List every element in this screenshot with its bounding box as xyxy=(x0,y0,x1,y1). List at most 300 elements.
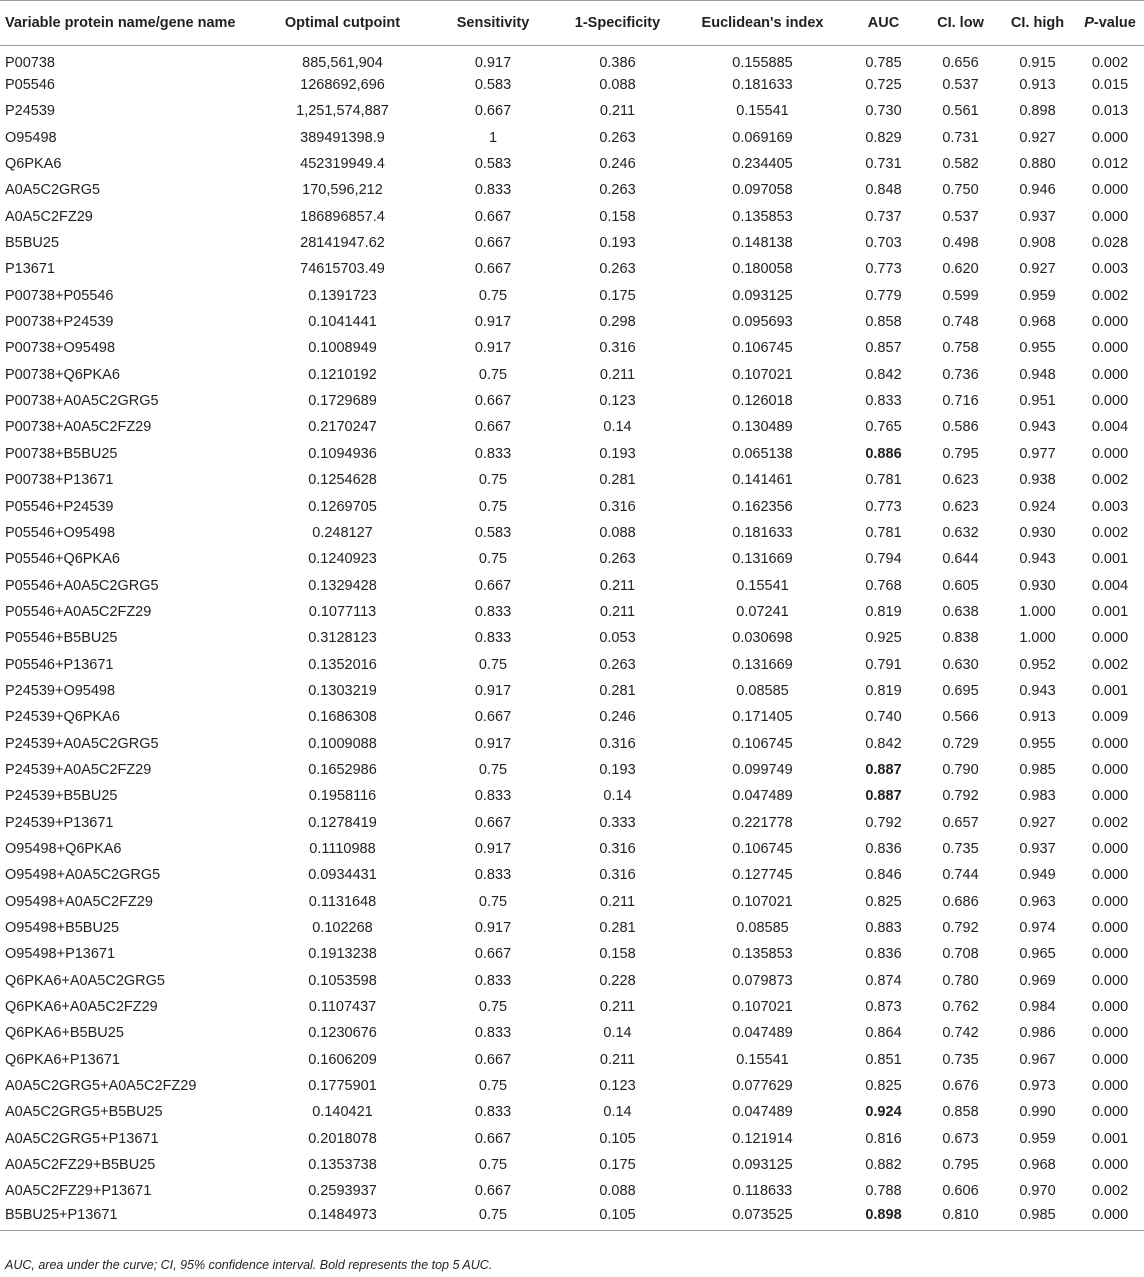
cell-ci-low: 0.630 xyxy=(942,656,979,673)
cell-specificity: 0.088 xyxy=(599,524,636,541)
cell-name: P05546 xyxy=(5,77,55,94)
cell-ci-low: 0.537 xyxy=(942,208,979,225)
cell-ci-low: 0.632 xyxy=(942,524,979,541)
cell-auc: 0.765 xyxy=(865,419,902,436)
cell-cutpoint: 0.0934431 xyxy=(308,867,377,884)
cell-ci-low: 0.731 xyxy=(942,129,979,146)
cell-auc: 0.785 xyxy=(865,54,902,71)
cell-name: O95498+B5BU25 xyxy=(5,920,120,937)
cell-auc: 0.740 xyxy=(865,709,902,726)
cell-name: P00738+A0A5C2GRG5 xyxy=(5,393,159,410)
cell-euclidean: 0.065138 xyxy=(732,445,793,462)
cell-sensitivity: 0.917 xyxy=(474,920,512,937)
cell-euclidean: 0.148138 xyxy=(732,235,793,252)
cell-auc: 0.836 xyxy=(865,840,902,857)
cell-euclidean: 0.131669 xyxy=(732,656,793,673)
cell-cutpoint: 0.1278419 xyxy=(308,814,377,831)
cell-p-value: 0.000 xyxy=(1091,340,1129,357)
cell-auc: 0.703 xyxy=(865,235,902,252)
cell-ci-high: 0.985 xyxy=(1019,761,1056,778)
cell-name: Q6PKA6+B5BU25 xyxy=(5,1025,124,1042)
cell-auc: 0.864 xyxy=(865,1025,902,1042)
cell-p-value: 0.000 xyxy=(1091,920,1129,937)
table-row xyxy=(0,625,1144,651)
cell-name: O95498+A0A5C2FZ29 xyxy=(5,893,153,910)
cell-auc: 0.858 xyxy=(865,314,902,331)
cell-sensitivity: 0.75 xyxy=(478,999,508,1016)
cell-p-value: 0.028 xyxy=(1091,235,1129,252)
cell-ci-high: 0.959 xyxy=(1019,287,1056,304)
cell-ci-low: 0.780 xyxy=(942,972,979,989)
cell-name: A0A5C2GRG5+B5BU25 xyxy=(5,1104,163,1121)
table-row xyxy=(0,98,1144,124)
header-auc: AUC xyxy=(867,15,900,31)
table-row xyxy=(0,704,1144,730)
cell-sensitivity: 0.75 xyxy=(478,472,508,489)
cell-auc: 0.924 xyxy=(865,1104,902,1121)
header-ci-low: CI. low xyxy=(937,15,984,31)
cell-ci-high: 0.968 xyxy=(1019,314,1056,331)
cell-specificity: 0.175 xyxy=(599,287,636,304)
cell-cutpoint: 452319949.4 xyxy=(300,156,385,173)
cell-sensitivity: 0.667 xyxy=(474,946,512,963)
cell-specificity: 0.316 xyxy=(599,840,636,857)
cell-ci-low: 0.748 xyxy=(942,314,979,331)
cell-name: O95498+Q6PKA6 xyxy=(5,840,122,857)
cell-auc: 0.873 xyxy=(865,999,902,1016)
cell-specificity: 0.175 xyxy=(599,1157,636,1174)
cell-ci-high: 0.913 xyxy=(1019,709,1056,726)
cell-name: A0A5C2GRG5+P13671 xyxy=(5,1130,159,1147)
header-specificity: 1-Specificity xyxy=(574,15,661,31)
cell-p-value: 0.000 xyxy=(1091,946,1129,963)
cell-auc: 0.925 xyxy=(865,630,902,647)
cell-sensitivity: 0.833 xyxy=(474,1104,512,1121)
cell-name: A0A5C2GRG5 xyxy=(5,182,101,199)
cell-euclidean: 0.181633 xyxy=(732,77,793,94)
cell-ci-high: 0.951 xyxy=(1019,393,1056,410)
cell-euclidean: 0.15541 xyxy=(736,577,789,594)
cell-auc: 0.781 xyxy=(865,472,902,489)
cell-cutpoint: 0.1009088 xyxy=(308,735,377,752)
table-row xyxy=(0,204,1144,230)
cell-sensitivity: 0.667 xyxy=(474,1130,512,1147)
table-row xyxy=(0,1099,1144,1125)
cell-ci-high: 0.943 xyxy=(1019,682,1056,699)
cell-specificity: 0.263 xyxy=(599,551,636,568)
cell-sensitivity: 0.75 xyxy=(478,1078,508,1095)
cell-cutpoint: 0.1240923 xyxy=(308,551,377,568)
cell-ci-low: 0.795 xyxy=(942,445,979,462)
cell-ci-high: 0.924 xyxy=(1019,498,1056,515)
cell-specificity: 0.158 xyxy=(599,946,636,963)
table-row xyxy=(0,335,1144,361)
cell-name: Q6PKA6+A0A5C2GRG5 xyxy=(5,972,165,989)
cell-p-value: 0.000 xyxy=(1091,314,1129,331)
cell-ci-low: 0.586 xyxy=(942,419,979,436)
cell-specificity: 0.193 xyxy=(599,445,636,462)
cell-cutpoint: 0.1391723 xyxy=(308,287,377,304)
cell-cutpoint: 1268692,696 xyxy=(300,77,385,94)
cell-auc: 0.848 xyxy=(865,182,902,199)
cell-name: P05546+B5BU25 xyxy=(5,630,118,647)
cell-ci-low: 0.729 xyxy=(942,735,979,752)
cell-ci-high: 0.927 xyxy=(1019,129,1056,146)
cell-name: P05546+O95498 xyxy=(5,524,116,541)
cell-ci-high: 0.967 xyxy=(1019,1051,1056,1068)
cell-ci-low: 0.792 xyxy=(942,788,979,805)
cell-ci-high: 0.973 xyxy=(1019,1078,1056,1095)
cell-sensitivity: 0.667 xyxy=(474,577,512,594)
cell-ci-high: 0.938 xyxy=(1019,472,1056,489)
cell-name: P24539+O95498 xyxy=(5,682,116,699)
cell-p-value: 0.000 xyxy=(1091,788,1129,805)
table-row xyxy=(0,283,1144,309)
cell-auc: 0.825 xyxy=(865,893,902,910)
cell-sensitivity: 0.917 xyxy=(474,314,512,331)
cell-specificity: 0.14 xyxy=(603,1104,632,1121)
cell-specificity: 0.386 xyxy=(599,54,636,71)
cell-auc: 0.846 xyxy=(865,867,902,884)
table-row xyxy=(0,125,1144,151)
cell-auc: 0.882 xyxy=(865,1157,902,1174)
cell-cutpoint: 885,561,904 xyxy=(302,54,383,71)
cell-auc: 0.788 xyxy=(865,1183,902,1200)
cell-specificity: 0.158 xyxy=(599,208,636,225)
cell-specificity: 0.123 xyxy=(599,1078,636,1095)
header-name: Variable protein name/gene name xyxy=(5,15,236,31)
cell-name: B5BU25 xyxy=(5,235,60,252)
cell-specificity: 0.211 xyxy=(599,1051,636,1068)
cell-p-value: 0.000 xyxy=(1091,893,1129,910)
cell-ci-low: 0.750 xyxy=(942,182,979,199)
cell-p-value: 0.003 xyxy=(1091,498,1129,515)
cell-specificity: 0.123 xyxy=(599,393,636,410)
cell-ci-high: 0.948 xyxy=(1019,366,1056,383)
cell-cutpoint: 0.1230676 xyxy=(308,1025,377,1042)
cell-name: P00738+Q6PKA6 xyxy=(5,366,120,383)
cell-euclidean: 0.106745 xyxy=(732,340,793,357)
cell-specificity: 0.333 xyxy=(599,814,636,831)
cell-ci-low: 0.735 xyxy=(942,840,979,857)
cell-p-value: 0.000 xyxy=(1091,1078,1129,1095)
cell-cutpoint: 0.1041441 xyxy=(308,314,377,331)
cell-auc: 0.883 xyxy=(865,920,902,937)
cell-name: P05546+P13671 xyxy=(5,656,114,673)
table-body xyxy=(0,46,1144,1231)
cell-name: P13671 xyxy=(5,261,55,278)
cell-euclidean: 0.093125 xyxy=(732,1157,793,1174)
cell-ci-high: 0.930 xyxy=(1019,524,1056,541)
cell-cutpoint: 0.1107437 xyxy=(308,999,377,1016)
cell-sensitivity: 0.75 xyxy=(478,366,508,383)
cell-p-value: 0.000 xyxy=(1091,867,1129,884)
cell-euclidean: 0.107021 xyxy=(732,893,793,910)
table-row xyxy=(0,968,1144,994)
cell-cutpoint: 0.1210192 xyxy=(308,366,377,383)
cell-specificity: 0.281 xyxy=(599,682,636,699)
cell-specificity: 0.211 xyxy=(599,577,636,594)
cell-p-value: 0.000 xyxy=(1091,1051,1129,1068)
cell-name: A0A5C2FZ29+B5BU25 xyxy=(5,1157,156,1174)
cell-sensitivity: 0.917 xyxy=(474,735,512,752)
cell-euclidean: 0.171405 xyxy=(732,709,793,726)
cell-ci-high: 1.000 xyxy=(1019,603,1056,620)
cell-auc: 0.819 xyxy=(865,603,902,620)
table-row xyxy=(0,889,1144,915)
cell-p-value: 0.000 xyxy=(1091,182,1129,199)
cell-sensitivity: 0.833 xyxy=(474,1025,512,1042)
cell-name: P24539 xyxy=(5,103,55,120)
cell-cutpoint: 0.1254628 xyxy=(308,472,377,489)
cell-cutpoint: 389491398.9 xyxy=(300,129,385,146)
cell-euclidean: 0.155885 xyxy=(732,54,793,71)
table-row xyxy=(0,256,1144,282)
cell-cutpoint: 0.102268 xyxy=(312,920,373,937)
cell-euclidean: 0.221778 xyxy=(732,814,793,831)
cell-auc: 0.779 xyxy=(865,287,902,304)
cell-sensitivity: 0.833 xyxy=(474,445,512,462)
cell-cutpoint: 0.2593937 xyxy=(308,1183,377,1200)
cell-specificity: 0.193 xyxy=(599,761,636,778)
cell-ci-low: 0.644 xyxy=(942,551,979,568)
cell-cutpoint: 0.1008949 xyxy=(308,340,377,357)
cell-euclidean: 0.077629 xyxy=(732,1078,793,1095)
table-row xyxy=(0,572,1144,598)
cell-ci-low: 0.638 xyxy=(942,603,979,620)
cell-ci-high: 0.970 xyxy=(1019,1183,1056,1200)
cell-euclidean: 0.141461 xyxy=(732,472,793,489)
cell-euclidean: 0.107021 xyxy=(732,999,793,1016)
cell-p-value: 0.000 xyxy=(1091,393,1129,410)
cell-ci-high: 0.985 xyxy=(1019,1206,1056,1223)
cell-specificity: 0.088 xyxy=(599,77,636,94)
cell-ci-low: 0.673 xyxy=(942,1130,979,1147)
cell-ci-high: 0.943 xyxy=(1019,419,1056,436)
cell-auc: 0.781 xyxy=(865,524,902,541)
cell-euclidean: 0.126018 xyxy=(732,393,793,410)
cell-ci-high: 0.927 xyxy=(1019,261,1056,278)
cell-euclidean: 0.121914 xyxy=(732,1130,793,1147)
cell-auc: 0.887 xyxy=(865,788,902,805)
table-row xyxy=(0,730,1144,756)
cell-cutpoint: 186896857.4 xyxy=(300,208,385,225)
cell-euclidean: 0.08585 xyxy=(736,682,789,699)
cell-cutpoint: 0.2170247 xyxy=(308,419,377,436)
cell-p-value: 0.000 xyxy=(1091,761,1129,778)
cell-specificity: 0.263 xyxy=(599,656,636,673)
cell-name: P24539+A0A5C2GRG5 xyxy=(5,735,159,752)
cell-auc: 0.730 xyxy=(865,103,902,120)
cell-specificity: 0.316 xyxy=(599,340,636,357)
cell-euclidean: 0.135853 xyxy=(732,208,793,225)
cell-ci-low: 0.716 xyxy=(942,393,979,410)
cell-euclidean: 0.047489 xyxy=(732,788,793,805)
table-row xyxy=(0,1126,1144,1152)
cell-name: Q6PKA6+A0A5C2FZ29 xyxy=(5,999,158,1016)
table-row xyxy=(0,836,1144,862)
cell-euclidean: 0.08585 xyxy=(736,920,789,937)
cell-ci-low: 0.795 xyxy=(942,1157,979,1174)
cell-ci-low: 0.606 xyxy=(942,1183,979,1200)
cell-specificity: 0.105 xyxy=(599,1206,636,1223)
cell-p-value: 0.000 xyxy=(1091,1206,1129,1223)
table-row xyxy=(0,309,1144,335)
cell-ci-low: 0.623 xyxy=(942,498,979,515)
cell-auc: 0.792 xyxy=(865,814,902,831)
cell-ci-high: 0.908 xyxy=(1019,235,1056,252)
cell-sensitivity: 0.583 xyxy=(474,77,512,94)
cell-p-value: 0.000 xyxy=(1091,129,1129,146)
cell-ci-low: 0.605 xyxy=(942,577,979,594)
cell-name: Q6PKA6+P13671 xyxy=(5,1051,120,1068)
cell-cutpoint: 0.1329428 xyxy=(308,577,377,594)
cell-name: P05546+P24539 xyxy=(5,498,114,515)
cell-name: P00738+A0A5C2FZ29 xyxy=(5,419,152,436)
cell-specificity: 0.053 xyxy=(599,630,636,647)
cell-name: O95498 xyxy=(5,129,57,146)
cell-name: O95498+P13671 xyxy=(5,946,116,963)
cell-specificity: 0.088 xyxy=(599,1183,636,1200)
cell-ci-high: 0.880 xyxy=(1019,156,1056,173)
cell-sensitivity: 0.75 xyxy=(478,893,508,910)
cell-cutpoint: 1,251,574,887 xyxy=(296,103,389,120)
table-row xyxy=(0,1020,1144,1046)
cell-ci-high: 0.913 xyxy=(1019,77,1056,94)
cell-sensitivity: 0.75 xyxy=(478,656,508,673)
cell-ci-high: 0.963 xyxy=(1019,893,1056,910)
cell-p-value: 0.000 xyxy=(1091,445,1129,462)
cell-cutpoint: 0.1353738 xyxy=(308,1157,377,1174)
table-row xyxy=(0,230,1144,256)
table-row xyxy=(0,915,1144,941)
cell-euclidean: 0.099749 xyxy=(732,761,793,778)
cell-specificity: 0.316 xyxy=(599,735,636,752)
cell-cutpoint: 74615703.49 xyxy=(300,261,385,278)
cell-euclidean: 0.079873 xyxy=(732,972,793,989)
header-euclidean: Euclidean's index xyxy=(701,15,824,31)
cell-specificity: 0.298 xyxy=(599,314,636,331)
cell-euclidean: 0.030698 xyxy=(732,630,793,647)
cell-ci-low: 0.686 xyxy=(942,893,979,910)
cell-sensitivity: 0.833 xyxy=(474,630,512,647)
cell-ci-high: 0.930 xyxy=(1019,577,1056,594)
cell-ci-high: 0.937 xyxy=(1019,208,1056,225)
cell-euclidean: 0.118633 xyxy=(732,1183,793,1200)
header-p-suffix: -value xyxy=(1093,15,1136,31)
cell-specificity: 0.281 xyxy=(599,472,636,489)
cell-sensitivity: 0.667 xyxy=(474,1051,512,1068)
cell-sensitivity: 0.833 xyxy=(474,182,512,199)
cell-ci-low: 0.695 xyxy=(942,682,979,699)
cell-auc: 0.791 xyxy=(865,656,902,673)
cell-euclidean: 0.15541 xyxy=(736,1051,789,1068)
cell-specificity: 0.263 xyxy=(599,261,636,278)
table-row xyxy=(0,151,1144,177)
cell-ci-low: 0.810 xyxy=(942,1206,979,1223)
cell-euclidean: 0.106745 xyxy=(732,840,793,857)
cell-name: P00738+P24539 xyxy=(5,314,114,331)
cell-sensitivity: 0.667 xyxy=(474,393,512,410)
cell-name: A0A5C2GRG5+A0A5C2FZ29 xyxy=(5,1078,197,1095)
table-header xyxy=(0,1,1144,46)
cell-p-value: 0.004 xyxy=(1091,577,1129,594)
cell-cutpoint: 0.1729689 xyxy=(308,393,377,410)
cell-sensitivity: 0.917 xyxy=(474,840,512,857)
cell-ci-high: 0.968 xyxy=(1019,1157,1056,1174)
cell-cutpoint: 0.1775901 xyxy=(308,1078,377,1095)
cell-name: P24539+P13671 xyxy=(5,814,114,831)
cell-cutpoint: 0.1606209 xyxy=(308,1051,377,1068)
cell-cutpoint: 0.1303219 xyxy=(308,682,377,699)
cell-auc: 0.725 xyxy=(865,77,902,94)
cell-euclidean: 0.162356 xyxy=(732,498,793,515)
cell-name: P24539+B5BU25 xyxy=(5,788,118,805)
header-sensitivity: Sensitivity xyxy=(456,15,530,31)
table-row xyxy=(0,414,1144,440)
cell-ci-high: 0.984 xyxy=(1019,999,1056,1016)
cell-ci-high: 0.974 xyxy=(1019,920,1056,937)
cell-specificity: 0.316 xyxy=(599,867,636,884)
cell-auc: 0.836 xyxy=(865,946,902,963)
cell-name: P00738+P13671 xyxy=(5,472,114,489)
cell-sensitivity: 0.667 xyxy=(474,103,512,120)
table-row xyxy=(0,362,1144,388)
cell-auc: 0.773 xyxy=(865,261,902,278)
cell-cutpoint: 0.1110988 xyxy=(309,840,376,857)
table-row xyxy=(0,441,1144,467)
cell-name: P00738+O95498 xyxy=(5,340,116,357)
cell-sensitivity: 0.75 xyxy=(478,1206,508,1223)
cell-sensitivity: 0.667 xyxy=(474,1183,512,1200)
cell-ci-low: 0.676 xyxy=(942,1078,979,1095)
cell-ci-high: 0.965 xyxy=(1019,946,1056,963)
cell-ci-high: 0.937 xyxy=(1019,840,1056,857)
cell-p-value: 0.004 xyxy=(1091,419,1129,436)
cell-auc: 0.851 xyxy=(865,1051,902,1068)
cell-ci-high: 0.949 xyxy=(1019,867,1056,884)
cell-cutpoint: 0.1352016 xyxy=(308,656,377,673)
table-row xyxy=(0,862,1144,888)
cell-ci-high: 0.983 xyxy=(1019,788,1056,805)
cell-ci-high: 0.955 xyxy=(1019,340,1056,357)
cell-p-value: 0.000 xyxy=(1091,735,1129,752)
cell-p-value: 0.001 xyxy=(1091,1130,1129,1147)
cell-ci-high: 0.955 xyxy=(1019,735,1056,752)
table-row xyxy=(0,177,1144,203)
cell-cutpoint: 0.2018078 xyxy=(308,1130,377,1147)
cell-ci-low: 0.736 xyxy=(942,366,979,383)
cell-name: P05546+A0A5C2FZ29 xyxy=(5,603,152,620)
cell-euclidean: 0.180058 xyxy=(732,261,793,278)
cell-euclidean: 0.047489 xyxy=(732,1025,793,1042)
cell-ci-low: 0.858 xyxy=(942,1104,979,1121)
cell-p-value: 0.002 xyxy=(1091,814,1129,831)
cell-euclidean: 0.047489 xyxy=(732,1104,793,1121)
cell-euclidean: 0.095693 xyxy=(732,314,793,331)
cell-ci-low: 0.758 xyxy=(942,340,979,357)
cell-cutpoint: 0.140421 xyxy=(312,1104,373,1121)
cell-cutpoint: 0.1652986 xyxy=(308,761,377,778)
cell-cutpoint: 0.1686308 xyxy=(308,709,377,726)
cell-auc: 0.816 xyxy=(865,1130,902,1147)
header-p-letter: P xyxy=(1084,15,1094,31)
cell-name: P00738+B5BU25 xyxy=(5,445,118,462)
cell-ci-low: 0.566 xyxy=(942,709,979,726)
table-row xyxy=(0,546,1144,572)
cell-name: P00738+P05546 xyxy=(5,287,114,304)
cell-specificity: 0.211 xyxy=(599,603,636,620)
